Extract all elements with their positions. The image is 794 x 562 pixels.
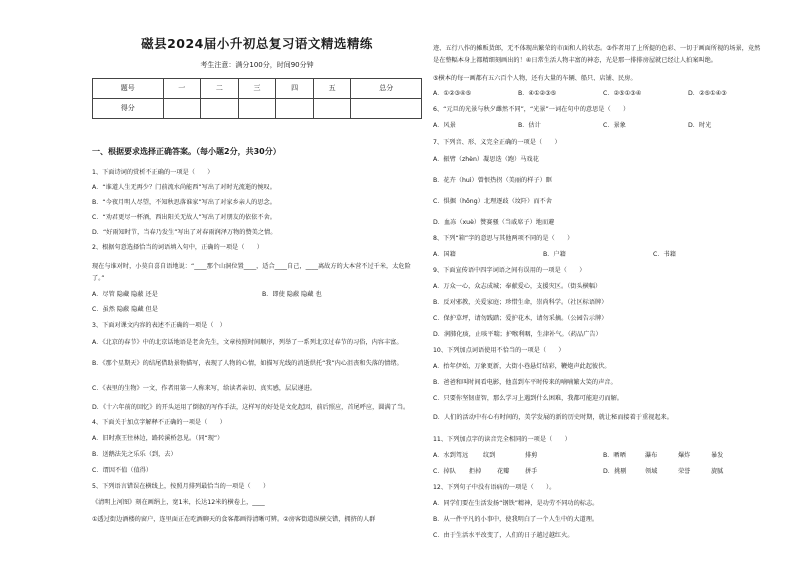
score-row-label: 得分	[93, 99, 164, 119]
option: B．④①②③⑤	[518, 90, 557, 97]
question-line: 9、下面宣传语中四字词语之间有误用的一项是（ ）	[433, 267, 586, 274]
score-cell[interactable]	[313, 99, 351, 119]
option: D．时光	[688, 122, 712, 129]
section-heading: 一、根据要求选择正确答案。（每小题2分，共30分）	[92, 147, 281, 156]
score-table-score-row	[93, 99, 422, 119]
question-line: C．惧掘（hōng）北理逐歧（坟阡）而不舍	[433, 198, 552, 205]
option: A．国籍	[433, 251, 456, 258]
exam-notice: 考生注意：满分100分，时间90分钟	[200, 61, 314, 69]
question-line: 1、下面诗词的赏析不正确的一项是（ ）	[92, 169, 214, 176]
question-line: B．花卉（huì）曾恨热拐（美丽的样子）眶	[433, 177, 552, 184]
question-line: B．“今夜月明人尽望，不知秋思落谁家”写出了对家乡亲人的思念。	[92, 199, 276, 206]
exam-title: 磁县2024届小升初总复习语文精选精练	[141, 36, 373, 51]
question-line: D．《十六年前的回忆》的开头运用了倒叙的写作手法，这样写的好处是文化起因，前后照应，首尾呼应，圆满了当。	[92, 404, 410, 411]
question-line: A．“谁道人生无再少？门前流水尚能西”写出了对时光流逝的惋叹。	[92, 184, 276, 191]
question-line: D．人们的活动中有心有时间的，美学发展的新的历史时期，就让秘而接着于重视起来。	[433, 414, 673, 421]
score-header-cell: 四	[276, 79, 314, 99]
question-line: 5、下列语言错误在横线上，按照月排列最恰当的一项是（ ）	[92, 483, 270, 490]
question-line: A．同学们要在生活发扬“钢铁”精神，是功劳不同功的标志。	[433, 500, 599, 507]
question-line: 12、下列句子中没有语病的一项是（ ）。	[433, 484, 556, 491]
score-cell[interactable]	[201, 99, 239, 119]
option: B．估计	[518, 122, 541, 129]
question-line: 7、下列音、形、义完全正确的一项是（ ）	[433, 139, 561, 146]
option: D．②⑤①④③	[688, 90, 727, 97]
question-line: 8、下列“箱”字的意思与其他两项不同的是（ ）	[433, 235, 574, 242]
question-line: B．从一件平凡的小事中，使我明白了一个人生中的大道理。	[433, 516, 599, 523]
question-line: ①透过街边酒楼的窗户，连里面正在吃酒聊天的食客都画得清晰可辨。②房客街道纵横交错，拥挤的人群	[92, 516, 376, 523]
option: B．即使 隐蔽 隐藏 也	[262, 291, 322, 298]
option: A．水到驾远	[433, 452, 469, 459]
passage-line: ⑤横本的每一画都有五六百个人物，还有大量的车辆、船只、店铺、民房。	[433, 75, 637, 82]
option: C．虽然 隐蔽 隐藏 但是	[92, 306, 158, 313]
option-word: 排剪	[525, 452, 538, 459]
option: C．掉队	[433, 468, 456, 475]
question-line: 6、“元旦的光景与秋夕雌然不同”，“光景”一词在句中的意思是（ ）	[433, 106, 630, 113]
score-cell[interactable]	[238, 99, 276, 119]
question-line: 4、下面关于加点字解释不正确的一项是（ ）	[92, 419, 226, 426]
question-line: C．由于生活水平改变了，人们的日子越过越红火。	[433, 532, 574, 539]
option: D．挑剔	[603, 468, 627, 475]
option-word: 领域	[645, 468, 658, 475]
option-word: 荣誉	[678, 468, 691, 475]
question-line: 11、下列加点字的读音完全相同的一项是（ ）	[433, 436, 571, 443]
question-line: 现在与谁对时，小莫自喜自语地说：“____那个山洞位置____，适合____自己，____离故方的大本营不过千米，太危险了。”	[92, 263, 411, 282]
option-word: 花瓣	[497, 468, 510, 475]
score-header-cell: 三	[238, 79, 276, 99]
question-line: D．润肺化痰，止咳平喘；护喉利咽，生津补气。（药品广告）	[433, 331, 602, 338]
question-line: 3、下面对课文内容的表述不正确的一项是（ ）	[92, 322, 226, 329]
question-line: 10、下列加点词语使用不恰当的一项是（ ）	[433, 347, 565, 354]
question-line: D．血冻（xuè）赞赛骚（当戚席子）地而避	[433, 219, 555, 226]
question-line: D．“好雨知时节，当春乃发生”写出了对春雨润泽万物的赞美之情。	[92, 229, 277, 236]
question-line: B．爸爸和叫时间看电影，他喜到车平时传来的喃喃繁大笑的声音。	[433, 379, 617, 386]
question-line: B．送鹅法先之乐乐（到，去）	[92, 451, 177, 458]
question-line: 2、根据句意选择恰当的词语填入句中，正确的一项是（ ）	[92, 244, 263, 251]
option-word: 暴发	[711, 452, 724, 459]
question-line: C．“劝君更尽一杯酒，西出阳关无故人”写出了对朋友的依依不舍。	[92, 214, 276, 221]
score-header-cell: 题号	[93, 79, 164, 99]
question-line: 《清明上河图》刻在画绢上，宽1米，长达12米的横卷上，____	[92, 499, 265, 506]
score-cell[interactable]	[163, 99, 201, 119]
score-table-header-row	[93, 79, 422, 99]
question-line: C．只要你坚韧虚智，那么学习上遇到什么困难，我都可能迎刃而解。	[433, 395, 623, 402]
option: C．书籍	[653, 251, 676, 258]
option: A．风景	[433, 122, 456, 129]
option: B．户籍	[543, 251, 566, 258]
question-line: C．谓因不值（值得）	[92, 467, 153, 474]
score-header-cell: 总分	[351, 79, 422, 99]
option: B．晒晒	[603, 452, 626, 459]
question-line: A．万众一心，众志成城；奉献爱心，支援灾区。（街头横幅）	[433, 283, 602, 290]
question-line: A．振臂（zhèn）凝思迭（跑）马戏花	[433, 156, 539, 163]
option: C．②⑤①③④	[603, 90, 642, 97]
option-word: 拼手	[525, 468, 538, 475]
option-word: 旋腻	[711, 468, 724, 475]
question-line: A．《北京的春节》中的北京话地语是老舍先生，文章按照时间顺序，列举了一系列北京过春节的习俗，内容丰富。	[92, 339, 403, 346]
option: A．①②③④⑤	[433, 90, 472, 97]
score-header-cell: 一	[163, 79, 201, 99]
question-line: B．反对邪教，关爱家庭；珍惜生命，崇尚科学。（社区标语牌）	[433, 299, 608, 306]
option-word: 拒掉	[469, 468, 482, 475]
option-word: 爆炸	[678, 452, 691, 459]
score-table	[92, 78, 422, 119]
score-cell[interactable]	[276, 99, 314, 119]
score-cell[interactable]	[351, 99, 422, 119]
question-line: A．旧时燕王往林边，路转溪桥忽见。（同“现”）	[92, 435, 224, 442]
option-word: 瀑布	[645, 452, 658, 459]
question-line: A．抬年伊始，万象更新，大街小巷悬灯结彩，鞭炮声此起彼伏。	[433, 363, 611, 370]
option: C．景象	[603, 122, 626, 129]
question-line: C．保护草坪，请勿践踏；爱护花木，请勿采摘。（公园告示牌）	[433, 315, 608, 322]
option-word: 纹到	[483, 452, 496, 459]
question-line: B．《那个星期天》的结尾借助景物描写，表现了人物的心情，如描写光线的消逝烘托“我”内心沮丧和失落的情绪。	[92, 360, 403, 367]
score-header-cell: 五	[313, 79, 351, 99]
question-line: C．《表里的生物》一文，作者用第一人称来写，给读者亲切、真实感，层层递进。	[92, 385, 316, 392]
passage-line: 迹、五行八作的摊贩货郎，无不体现出繁荣的市面和人的状态。③作者用了上所提的色彩、一切于画面所视的场景，竟然是在整幅本身上都精细刻画出的！④日常生活人物丰富的神态，光是那一排排房屋就已经让人拍案叫绝。	[433, 45, 761, 64]
option: A．尽管 隐藏 隐蔽 还是	[92, 291, 158, 298]
score-header-cell: 二	[201, 79, 239, 99]
